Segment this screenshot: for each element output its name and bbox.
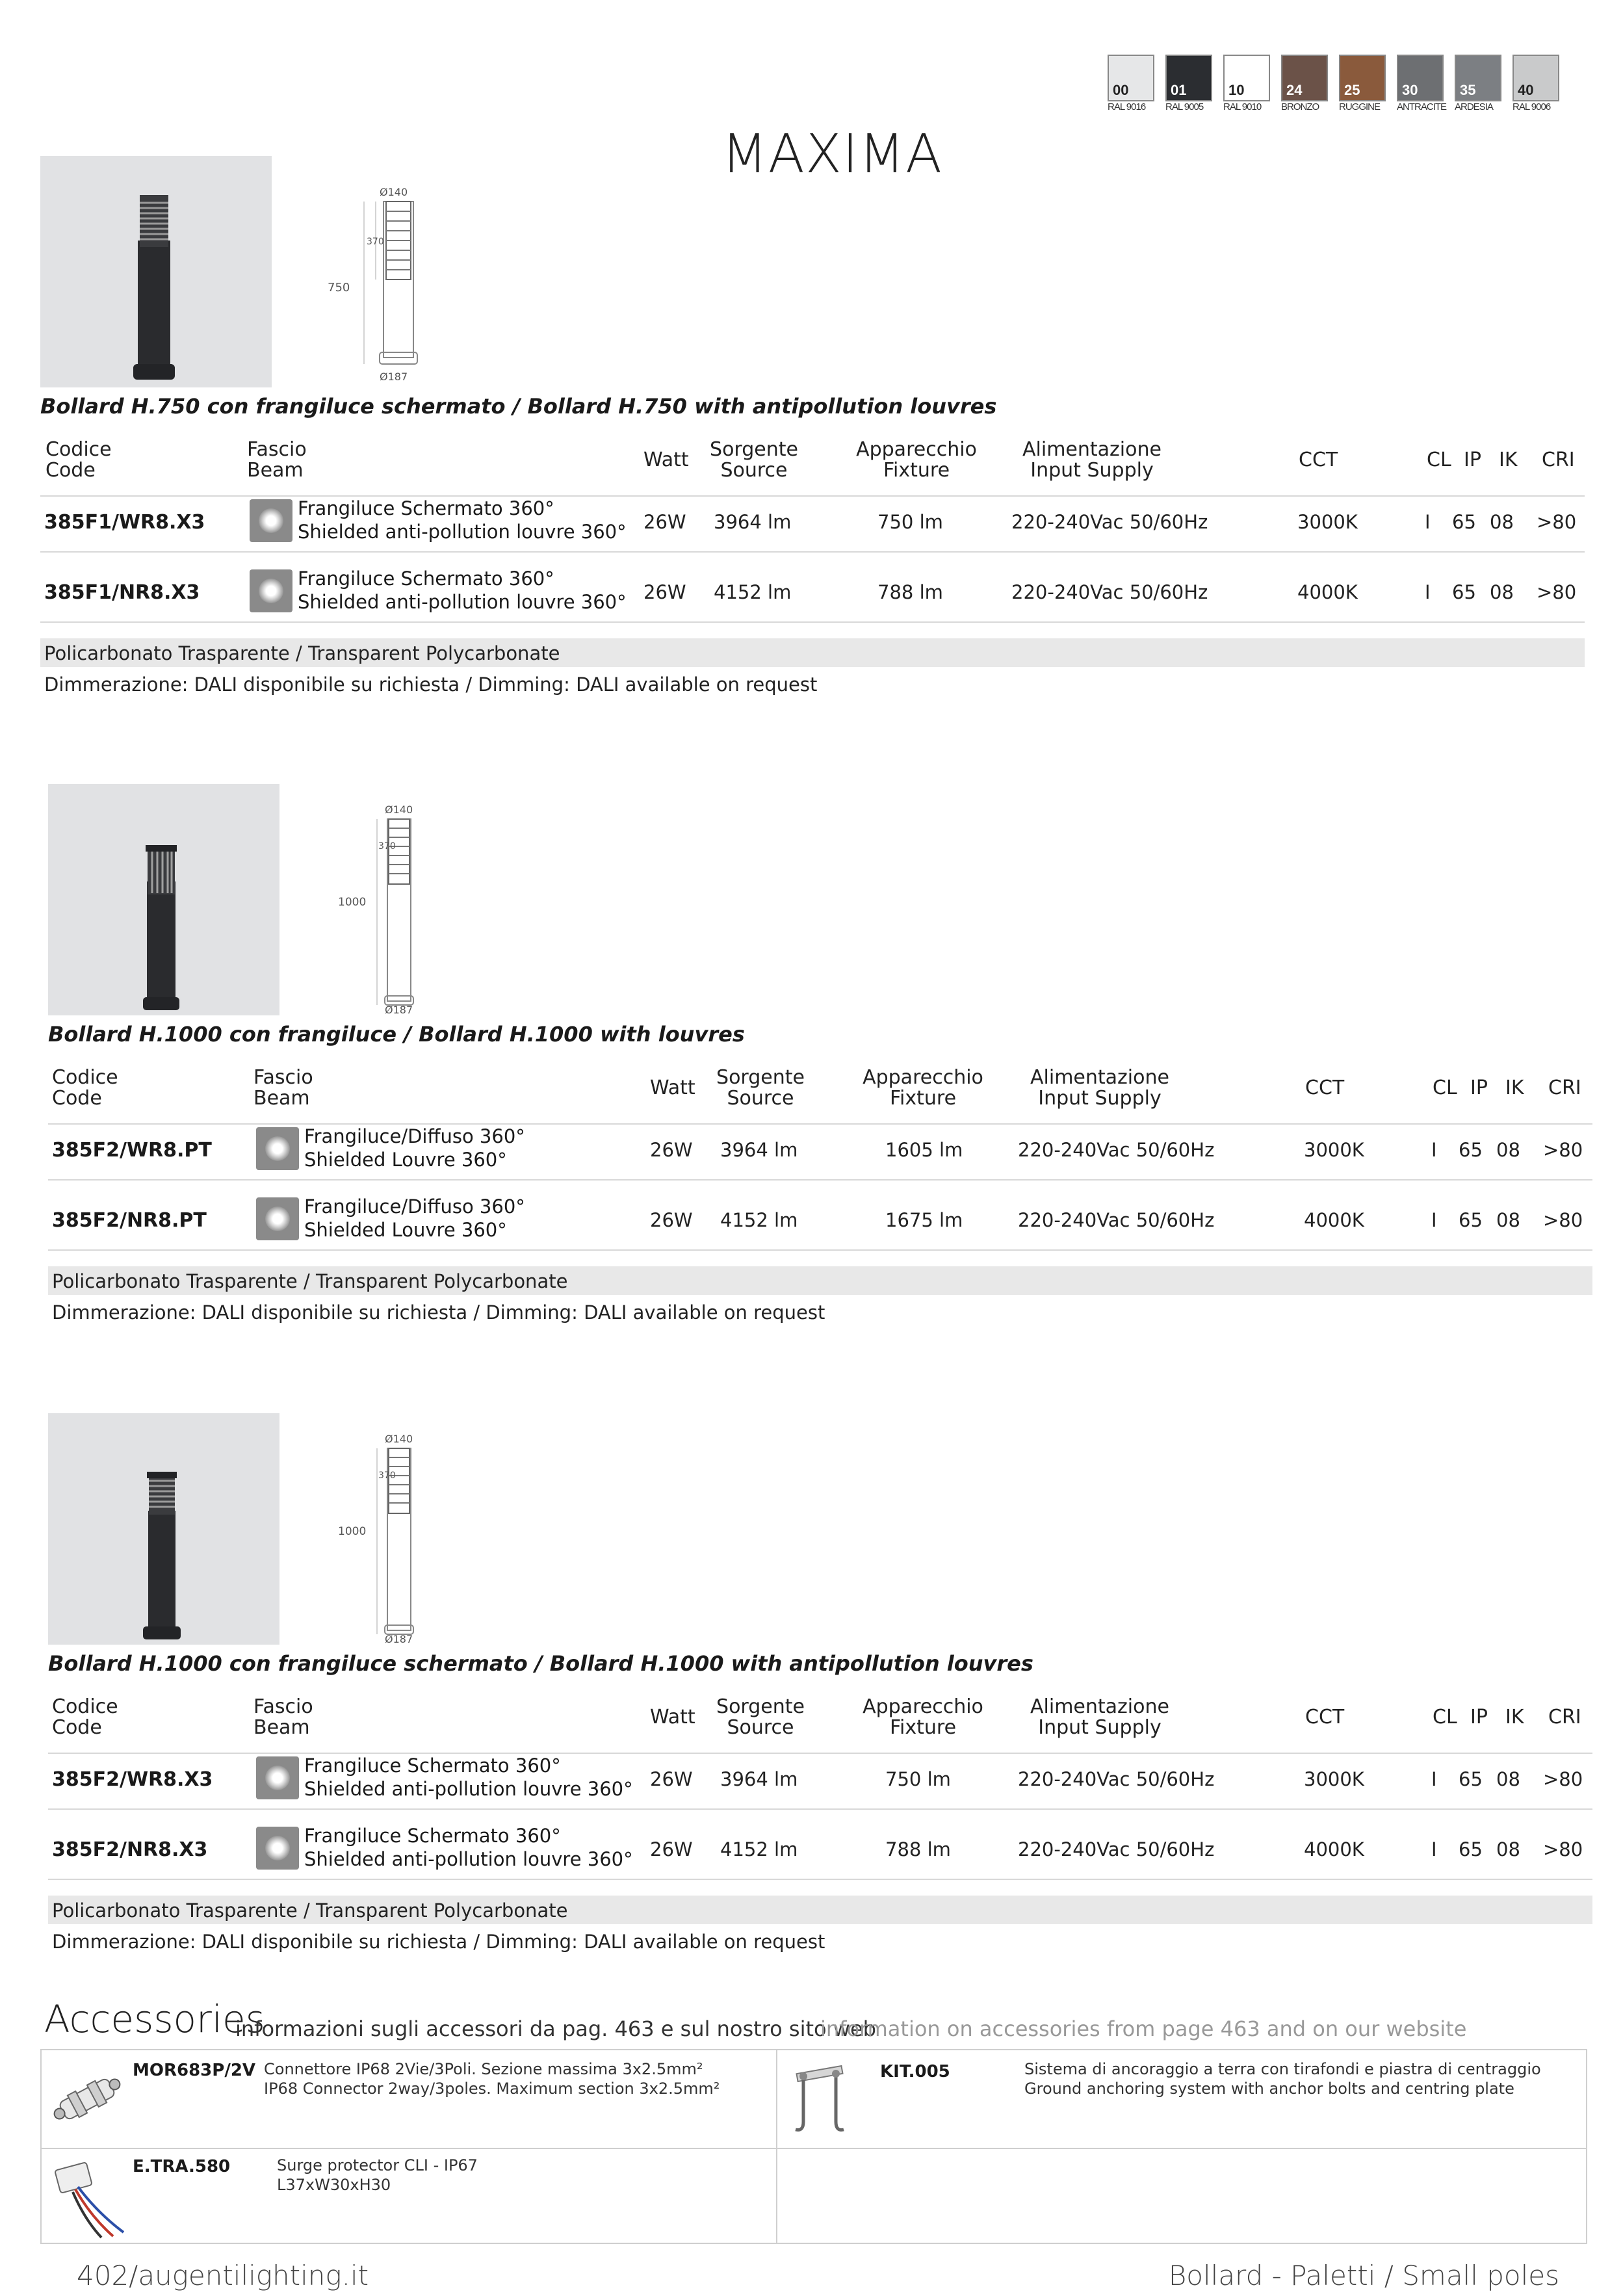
input-supply: 220-240Vac 50/60Hz (1011, 511, 1208, 533)
accessories-table (40, 2049, 1587, 2244)
dimming-note: Dimmerazione: DALI disponibile su richiesta / Dimming: DALI available on request (44, 673, 818, 696)
divider (48, 1179, 1592, 1181)
swatch-ral: BRONZO (1281, 101, 1319, 112)
dim-top-diameter: Ø140 (380, 186, 408, 198)
header-source: Sorgente Source (716, 1066, 805, 1110)
header-codice: Codice Code (52, 1066, 118, 1110)
surge-protector-image (45, 2154, 130, 2241)
header-cri: CRI (1542, 449, 1575, 471)
page-title: MAXIMA (721, 124, 943, 185)
product-code: 385F2/NR8.X3 (52, 1838, 208, 1861)
swatch-code: 35 (1460, 82, 1476, 98)
accessory-description: Sistema di ancoraggio a terra con tirafondi e piastra di centraggio Ground anchoring system with anchor bolts and centring plate (1024, 2060, 1541, 2098)
product-photo (48, 784, 279, 1015)
fixture-lumen: 750 lm (877, 511, 943, 533)
technical-drawing (325, 182, 422, 393)
color-swatch (1165, 55, 1212, 112)
source-lumen: 4152 lm (720, 1838, 798, 1860)
ip: 65 (1459, 1139, 1483, 1161)
swatch-ral: RUGGINE (1339, 101, 1381, 112)
divider (48, 1808, 1592, 1810)
ip: 65 (1459, 1209, 1483, 1231)
cl: I (1425, 581, 1431, 603)
accessories-title: Accessories (44, 1997, 265, 2041)
ik: 08 (1490, 581, 1514, 603)
beam-icon (256, 1127, 299, 1170)
header-cct: CCT (1299, 449, 1338, 471)
source-lumen: 4152 lm (720, 1209, 798, 1231)
beam-icon (256, 1756, 299, 1799)
cri: >80 (1543, 1838, 1583, 1860)
swatch-code: 01 (1171, 82, 1187, 98)
color-swatch (1223, 55, 1270, 112)
ik: 08 (1496, 1768, 1520, 1790)
connector-image (48, 2063, 126, 2137)
input-supply: 220-240Vac 50/60Hz (1011, 581, 1208, 603)
header-supply: Alimentazione Input Supply (1022, 438, 1162, 482)
color-swatch (1108, 55, 1154, 112)
cri: >80 (1537, 511, 1577, 533)
ik: 08 (1490, 511, 1514, 533)
source-lumen: 3964 lm (720, 1768, 798, 1790)
divider (48, 1879, 1592, 1880)
fixture-lumen: 750 lm (885, 1768, 951, 1790)
beam-description: Frangiluce Schermato 360° Shielded anti-pollution louvre 360° (298, 567, 627, 613)
beam-icon (256, 1197, 299, 1240)
header-fascio: Fascio Beam (253, 1695, 313, 1739)
product-code: 385F2/NR8.PT (52, 1209, 207, 1232)
header-cl: CL (1433, 1076, 1457, 1099)
product-photo (48, 1413, 279, 1645)
accessories-info-en: information on accessories from page 463 and on our website (820, 2016, 1467, 2041)
header-cl: CL (1433, 1706, 1457, 1729)
source-lumen: 3964 lm (714, 511, 792, 533)
footer-category: Bollard - Paletti / Small poles (1168, 2260, 1559, 2291)
swatch-ral: RAL 9005 (1165, 101, 1204, 112)
color-swatch (1397, 55, 1447, 112)
swatch-ral: RAL 9016 (1108, 101, 1146, 112)
dim-height: 1000 (338, 896, 367, 909)
swatch-ral: RAL 9006 (1513, 101, 1551, 112)
beam-icon (250, 569, 292, 612)
cl: I (1431, 1768, 1437, 1790)
fixture-lumen: 1605 lm (885, 1139, 963, 1161)
cct: 4000K (1297, 581, 1358, 603)
dim-louvre: 370 (367, 237, 384, 247)
header-cri: CRI (1548, 1706, 1581, 1729)
swatch-code: 25 (1344, 82, 1360, 98)
divider (40, 495, 1585, 497)
swatch-box (1513, 55, 1559, 101)
header-fixture: Apparecchio Fixture (863, 1695, 983, 1739)
header-fascio: Fascio Beam (253, 1066, 313, 1110)
swatch-ral: ARDESIA (1455, 101, 1493, 112)
header-ik: IK (1505, 1706, 1524, 1729)
cct: 3000K (1304, 1139, 1364, 1161)
header-supply: Alimentazione Input Supply (1030, 1066, 1169, 1110)
dim-base-diameter: Ø187 (385, 1004, 413, 1016)
technical-drawing (338, 1435, 435, 1646)
cri: >80 (1537, 581, 1577, 603)
divider (42, 2148, 1586, 2149)
dim-base-diameter: Ø187 (385, 1633, 413, 1645)
product-code: 385F2/WR8.PT (52, 1139, 212, 1162)
beam-description: Frangiluce Schermato 360° Shielded anti-pollution louvre 360° (304, 1825, 633, 1870)
dim-louvre: 370 (378, 841, 396, 852)
beam-description: Frangiluce/Diffuso 360° Shielded Louvre 360° (304, 1195, 525, 1241)
swatch-box (1108, 55, 1154, 101)
input-supply: 220-240Vac 50/60Hz (1018, 1768, 1215, 1790)
fixture-lumen: 788 lm (885, 1838, 951, 1860)
header-cri: CRI (1548, 1076, 1581, 1099)
ip: 65 (1459, 1768, 1483, 1790)
product-code: 385F2/WR8.X3 (52, 1768, 213, 1791)
ik: 08 (1496, 1139, 1520, 1161)
swatch-code: 00 (1113, 82, 1129, 98)
dim-top-diameter: Ø140 (385, 803, 413, 816)
swatch-box (1223, 55, 1270, 101)
header-codice: Codice Code (52, 1695, 118, 1739)
beam-icon (250, 499, 292, 542)
cct: 3000K (1304, 1768, 1364, 1790)
accessory-description: Connettore IP68 2Vie/3Poli. Sezione massima 3x2.5mm² IP68 Connector 2way/3poles. Maximum section 3x2.5mm² (264, 2060, 720, 2098)
cri: >80 (1543, 1768, 1583, 1790)
header-source: Sorgente Source (716, 1695, 805, 1739)
swatch-code: 10 (1228, 82, 1245, 98)
header-fixture: Apparecchio Fixture (863, 1066, 983, 1110)
swatch-box (1455, 55, 1501, 101)
material-note: Policarbonato Trasparente / Transparent Polycarbonate (52, 1899, 568, 1922)
header-ik: IK (1499, 449, 1518, 471)
color-swatch (1339, 55, 1386, 112)
ip: 65 (1459, 1838, 1483, 1860)
accessory-description: Surge protector CLI - IP67 L37xW30xH30 (277, 2156, 478, 2194)
dimming-note: Dimmerazione: DALI disponibile su richiesta / Dimming: DALI available on request (52, 1301, 825, 1324)
footer-page-site: 402/augentilighting.it (77, 2260, 369, 2291)
header-ip: IP (1464, 449, 1481, 471)
header-fascio: Fascio Beam (247, 438, 307, 482)
cri: >80 (1543, 1139, 1583, 1161)
dim-top-diameter: Ø140 (385, 1433, 413, 1445)
cl: I (1431, 1209, 1437, 1231)
accessory-code: MOR683P/2V (133, 2061, 256, 2080)
swatch-box (1339, 55, 1386, 101)
header-codice: Codice Code (45, 438, 112, 482)
ip: 65 (1452, 581, 1476, 603)
ik: 08 (1496, 1209, 1520, 1231)
header-cct: CCT (1305, 1706, 1345, 1729)
product-code: 385F1/NR8.X3 (44, 581, 200, 604)
divider (776, 2050, 777, 2243)
header-source: Sorgente Source (710, 438, 798, 482)
header-watt: Watt (643, 449, 689, 471)
ik: 08 (1496, 1838, 1520, 1860)
cl: I (1431, 1838, 1437, 1860)
divider (40, 551, 1585, 553)
watt: 26W (650, 1139, 693, 1161)
dim-height: 1000 (338, 1525, 367, 1538)
swatch-ral: RAL 9010 (1223, 101, 1262, 112)
accessory-code: E.TRA.580 (133, 2157, 231, 2176)
divider (48, 1123, 1592, 1125)
fixture-lumen: 788 lm (877, 581, 943, 603)
dimming-note: Dimmerazione: DALI disponibile su richiesta / Dimming: DALI available on request (52, 1931, 825, 1953)
swatch-box (1281, 55, 1328, 101)
divider (48, 1753, 1592, 1754)
anchor-kit-image (784, 2057, 855, 2144)
input-supply: 220-240Vac 50/60Hz (1018, 1139, 1215, 1161)
cl: I (1431, 1139, 1437, 1161)
watt: 26W (650, 1838, 693, 1860)
header-cl: CL (1427, 449, 1451, 471)
source-lumen: 4152 lm (714, 581, 792, 603)
accessory-code: KIT.005 (880, 2062, 950, 2081)
section-title: Bollard H.750 con frangiluce schermato / Bollard H.750 with antipollution louvres (40, 394, 997, 419)
cct: 4000K (1304, 1838, 1364, 1860)
divider (40, 621, 1585, 623)
cct: 4000K (1304, 1209, 1364, 1231)
header-watt: Watt (650, 1076, 695, 1099)
color-swatch (1281, 55, 1328, 112)
beam-description: Frangiluce Schermato 360° Shielded anti-pollution louvre 360° (298, 497, 627, 543)
divider (48, 1249, 1592, 1251)
header-supply: Alimentazione Input Supply (1030, 1695, 1169, 1739)
swatch-ral: ANTRACITE (1397, 101, 1447, 112)
header-ip: IP (1470, 1706, 1488, 1729)
beam-description: Frangiluce Schermato 360° Shielded anti-pollution louvre 360° (304, 1755, 633, 1800)
section-title: Bollard H.1000 con frangiluce schermato / Bollard H.1000 with antipollution louvres (48, 1651, 1033, 1676)
header-ik: IK (1505, 1076, 1524, 1099)
header-cct: CCT (1305, 1076, 1345, 1099)
cri: >80 (1543, 1209, 1583, 1231)
input-supply: 220-240Vac 50/60Hz (1018, 1838, 1215, 1860)
ip: 65 (1452, 511, 1476, 533)
swatch-code: 40 (1518, 82, 1534, 98)
color-swatch (1513, 55, 1559, 112)
material-note: Policarbonato Trasparente / Transparent Polycarbonate (44, 642, 560, 664)
accessories-info-it: informazioni sugli accessori da pag. 463 e sul nostro sito web (235, 2016, 876, 2041)
dim-height: 750 (328, 281, 350, 294)
watt: 26W (643, 511, 686, 533)
watt: 26W (650, 1768, 693, 1790)
dim-base-diameter: Ø187 (380, 371, 408, 383)
cl: I (1425, 511, 1431, 533)
beam-description: Frangiluce/Diffuso 360° Shielded Louvre 360° (304, 1125, 525, 1171)
technical-drawing (338, 803, 435, 1017)
product-code: 385F1/WR8.X3 (44, 511, 205, 534)
fixture-lumen: 1675 lm (885, 1209, 963, 1231)
dim-louvre: 370 (378, 1470, 396, 1481)
header-watt: Watt (650, 1706, 695, 1729)
swatch-code: 30 (1402, 82, 1418, 98)
cct: 3000K (1297, 511, 1358, 533)
swatch-box (1397, 55, 1444, 101)
watt: 26W (643, 581, 686, 603)
material-note: Policarbonato Trasparente / Transparent Polycarbonate (52, 1270, 568, 1292)
section-title: Bollard H.1000 con frangiluce / Bollard H.1000 with louvres (48, 1022, 745, 1047)
header-fixture: Apparecchio Fixture (856, 438, 977, 482)
beam-icon (256, 1827, 299, 1870)
watt: 26W (650, 1209, 693, 1231)
color-swatch (1455, 55, 1501, 112)
source-lumen: 3964 lm (720, 1139, 798, 1161)
swatch-box (1165, 55, 1212, 101)
swatch-code: 24 (1286, 82, 1303, 98)
header-ip: IP (1470, 1076, 1488, 1099)
input-supply: 220-240Vac 50/60Hz (1018, 1209, 1215, 1231)
product-photo (40, 156, 272, 387)
